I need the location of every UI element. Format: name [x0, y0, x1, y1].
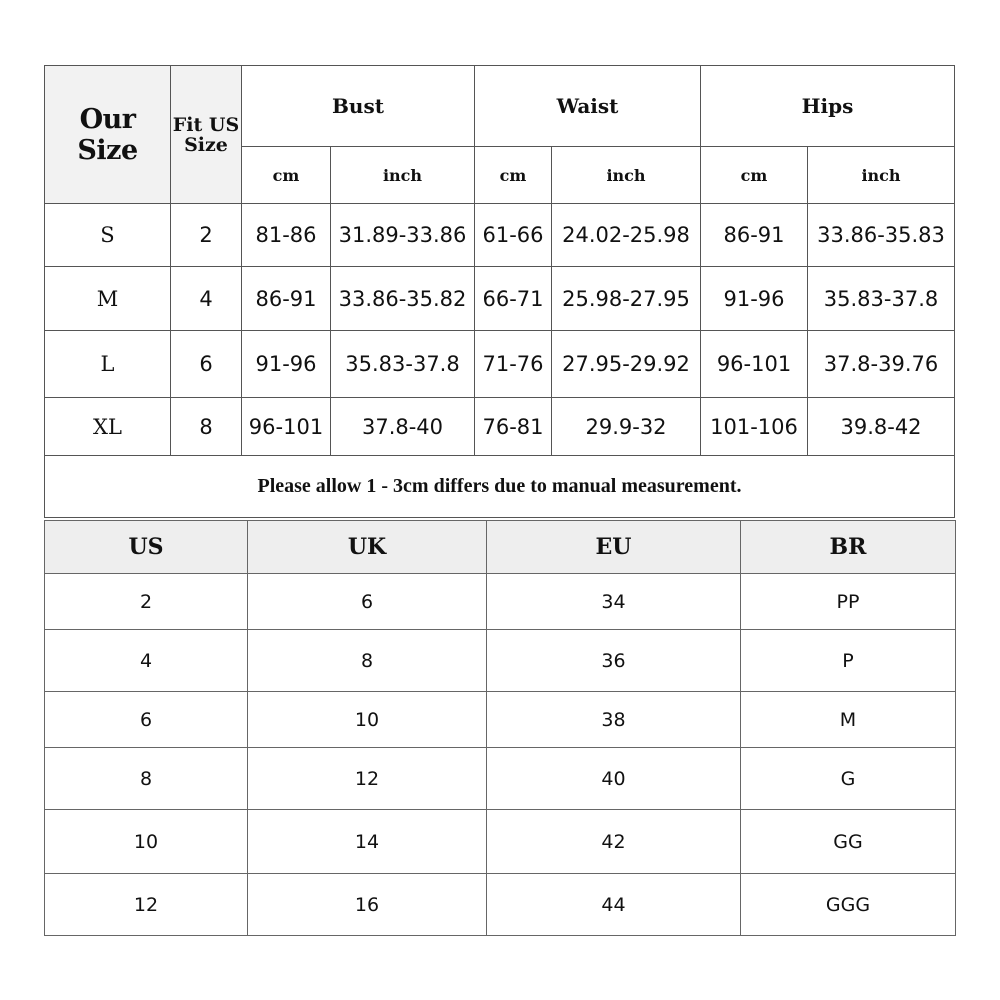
hips-inch-cell: 33.86-35.83	[808, 204, 955, 267]
br-header: BR	[741, 521, 956, 574]
waist-cm-cell: 66-71	[475, 267, 552, 331]
hips-inch-cell: 35.83-37.8	[808, 267, 955, 331]
hips-cm-cell: 96-101	[701, 331, 808, 398]
br-cell: P	[741, 630, 956, 692]
waist-cm-cell: 76-81	[475, 398, 552, 456]
bust-inch-cell: 37.8-40	[331, 398, 475, 456]
waist-header: Waist	[475, 66, 701, 147]
bust-cm-header: cm	[242, 147, 331, 204]
hips-cm-header: cm	[701, 147, 808, 204]
eu-cell: 40	[487, 748, 741, 810]
hips-cm-cell: 86-91	[701, 204, 808, 267]
eu-cell: 42	[487, 810, 741, 874]
uk-cell: 12	[248, 748, 487, 810]
conversion-row	[45, 630, 956, 692]
size-chart-table	[44, 65, 955, 518]
size-row-s	[45, 204, 955, 267]
size-cell: XL	[45, 398, 171, 456]
waist-inch-header: inch	[552, 147, 701, 204]
eu-header: EU	[487, 521, 741, 574]
br-cell: GG	[741, 810, 956, 874]
us-cell: 4	[45, 630, 248, 692]
us-size-cell: 8	[171, 398, 242, 456]
waist-cm-cell: 61-66	[475, 204, 552, 267]
hips-cm-cell: 91-96	[701, 267, 808, 331]
uk-header: UK	[248, 521, 487, 574]
fit-us-size-header	[171, 66, 242, 204]
hips-inch-cell: 37.8-39.76	[808, 331, 955, 398]
us-header: US	[45, 521, 248, 574]
uk-cell: 6	[248, 574, 487, 630]
eu-cell: 36	[487, 630, 741, 692]
us-cell: 2	[45, 574, 248, 630]
bust-cm-cell: 91-96	[242, 331, 331, 398]
bust-cm-cell: 81-86	[242, 204, 331, 267]
us-size-cell: 4	[171, 267, 242, 331]
br-cell: PP	[741, 574, 956, 630]
eu-cell: 38	[487, 692, 741, 748]
us-cell: 6	[45, 692, 248, 748]
conversion-row	[45, 692, 956, 748]
size-cell: L	[45, 331, 171, 398]
our-size-header: Our Size	[45, 66, 171, 204]
conversion-row	[45, 574, 956, 630]
bust-inch-cell: 31.89-33.86	[331, 204, 475, 267]
br-cell: M	[741, 692, 956, 748]
size-conversion-table	[44, 520, 956, 936]
conversion-row	[45, 810, 956, 874]
bust-inch-cell: 35.83-37.8	[331, 331, 475, 398]
waist-cm-header: cm	[475, 147, 552, 204]
size-cell: S	[45, 204, 171, 267]
waist-inch-cell: 24.02-25.98	[552, 204, 701, 267]
fit-us-line1: Fit US	[172, 113, 240, 136]
conversion-row	[45, 874, 956, 936]
size-cell: M	[45, 267, 171, 331]
hips-header: Hips	[701, 66, 955, 147]
bust-header: Bust	[242, 66, 475, 147]
br-cell: G	[741, 748, 956, 810]
bust-cm-cell: 86-91	[242, 267, 331, 331]
uk-cell: 16	[248, 874, 487, 936]
size-row-l	[45, 331, 955, 398]
eu-cell: 44	[487, 874, 741, 936]
waist-cm-cell: 71-76	[475, 331, 552, 398]
us-cell: 10	[45, 810, 248, 874]
measurement-note: Please allow 1 - 3cm differs due to manual measurement.	[45, 456, 955, 518]
size-row-xl	[45, 398, 955, 456]
bust-cm-cell: 96-101	[242, 398, 331, 456]
fit-us-line2: Size	[184, 133, 228, 156]
bust-inch-cell: 33.86-35.82	[331, 267, 475, 331]
waist-inch-cell: 25.98-27.95	[552, 267, 701, 331]
eu-cell: 34	[487, 574, 741, 630]
br-cell: GGG	[741, 874, 956, 936]
conversion-row	[45, 748, 956, 810]
hips-cm-cell: 101-106	[701, 398, 808, 456]
uk-cell: 14	[248, 810, 487, 874]
size-row-m	[45, 267, 955, 331]
us-cell: 12	[45, 874, 248, 936]
hips-inch-header: inch	[808, 147, 955, 204]
uk-cell: 10	[248, 692, 487, 748]
uk-cell: 8	[248, 630, 487, 692]
waist-inch-cell: 27.95-29.92	[552, 331, 701, 398]
us-size-cell: 2	[171, 204, 242, 267]
bust-inch-header: inch	[331, 147, 475, 204]
us-size-cell: 6	[171, 331, 242, 398]
hips-inch-cell: 39.8-42	[808, 398, 955, 456]
waist-inch-cell: 29.9-32	[552, 398, 701, 456]
us-cell: 8	[45, 748, 248, 810]
